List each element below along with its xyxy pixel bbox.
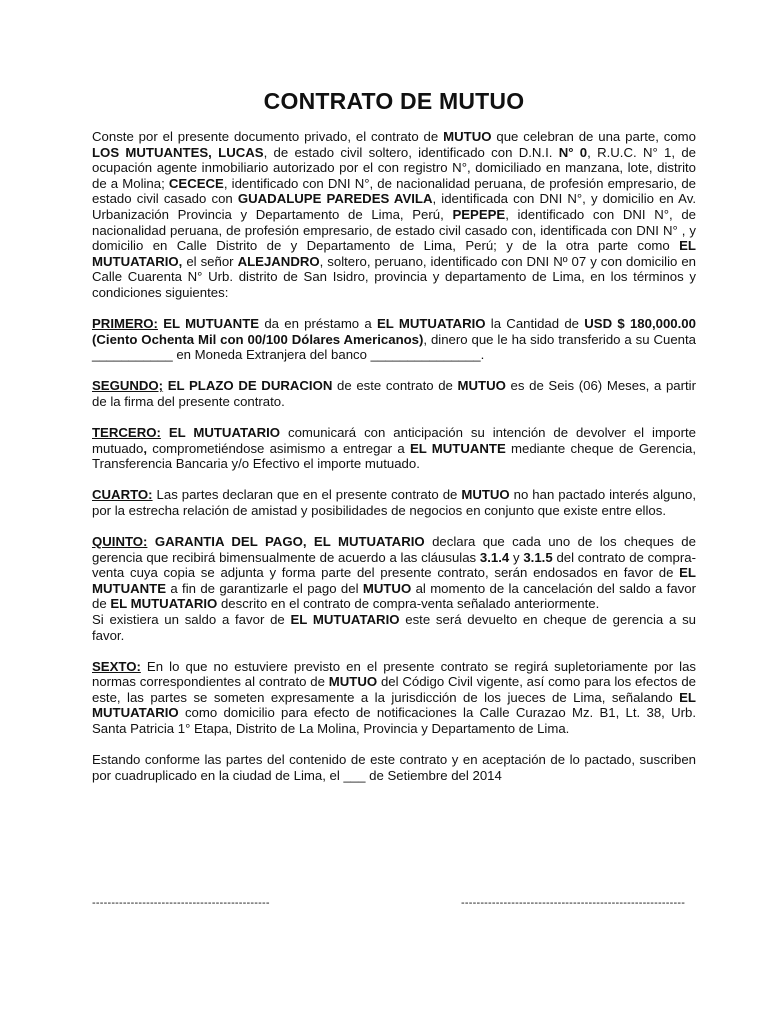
bold-text: MUTUO — [328, 674, 378, 690]
bold-text: LOS MUTUANTES, LUCAS — [92, 144, 264, 160]
text-run: , identificado con DNI N°, de nacionalidad peruana, de profesión empresario, de estado civil casado con, identificada con DNI N° , y domicilio en Calle Distrito de y Departamento de Lima, Perú; y de la otra parte como — [92, 206, 697, 254]
text-run: da en préstamo a — [259, 316, 377, 332]
text-run: , identificada con DNI N°, y domicilio en Av. Urbanización Provincia y Departamento de Lima, Perú, — [92, 191, 696, 222]
clause-tercero — [92, 425, 696, 472]
clause-heading: QUINTO: — [92, 533, 148, 549]
text-run: no han pactado interés alguno, por la estrecha relación de amistad y posibilidades de negocios en conjunto que existe entre ellos. — [92, 487, 696, 518]
text-run: y — [509, 549, 524, 565]
clause-segundo — [92, 378, 696, 409]
text-run: En lo que no estuviere previsto en el presente contrato se regirá supletoriamente por las normas correspondientes al contrato de — [92, 658, 696, 690]
text-run: , identificado con DNI N°, de nacionalidad peruana, de profesión empresario, de estado civil casado con — [92, 175, 697, 207]
text-run: de este contrato de — [332, 378, 458, 394]
clause-heading: CUARTO: — [92, 487, 153, 503]
clause-primero — [92, 316, 696, 363]
text-run: la Cantidad de — [485, 316, 585, 332]
bold-text: MUTUO — [457, 378, 506, 394]
bold-text: CECECE — [168, 175, 224, 191]
bold-text: PEPEPE — [452, 206, 506, 222]
text-run — [161, 425, 169, 440]
bold-text: 3.1.4 — [479, 549, 510, 565]
text-run: Conste por el presente documento privado, el contrato de — [92, 129, 444, 144]
text-run: este será devuelto en cheque de gerencia a su favor. — [92, 611, 696, 643]
text-run: comprometiéndose asimismo a entregar a — [147, 440, 410, 456]
text-run: como domicilio para efecto de notificaciones la Calle Curazao Mz. B1, Lt. 38, Urb. Santa Patricia 1° Etapa, Distrito de La Molina, Provincia y Departamento de Lima. — [92, 705, 696, 736]
text-run: Las partes declaran que en el presente contrato de — [152, 487, 462, 503]
clause-cuarto — [92, 487, 696, 518]
text-run: , dinero que le ha sido transferido a su Cuenta ___________ en Moneda Extranjera del banco _______________. — [92, 331, 696, 363]
clause-quinto-extra — [92, 612, 696, 643]
text-run: a fin de garantizarle el pago del — [166, 580, 363, 596]
bold-text: ALEJANDRO — [237, 253, 320, 269]
clause-heading: SEXTO: — [92, 658, 141, 674]
text-run: del contrato de compra-venta cuya copia se adjunta y forma parte del presente contrato, serán endosados en favor de — [92, 549, 696, 581]
text-run: , de estado civil soltero, identificado con D.N.I. — [263, 144, 559, 160]
bold-text: EL MUTUANTE — [92, 565, 696, 596]
signature-line-right: ---------------------------------------------------------- — [461, 897, 686, 909]
text-run — [147, 534, 154, 549]
text-run: del Código Civil vigente, así como para los efectos de este, las partes se someten expresamente a la jurisdicción de los jueces de Lima, señalando — [92, 674, 697, 705]
bold-text: EL MUTUATARIO — [376, 316, 486, 332]
bold-text: MUTUO — [443, 129, 492, 144]
text-run: al momento de la cancelación del saldo a favor de — [92, 580, 696, 612]
text-run: , R.U.C. N° 1, de ocupación agente inmobiliario autorizado por el con registro N°, domiciliado en manzana, lote, distrito de a Molina; — [92, 144, 696, 191]
text-run: es de Seis (06) Meses, a partir de la firma del presente contrato. — [92, 378, 697, 409]
document-title: CONTRATO DE MUTUO — [263, 88, 525, 114]
clause-quinto — [92, 534, 696, 612]
text-run: descrito en el contrato de compra-venta señalado anteriormente. — [217, 596, 600, 612]
intro-paragraph — [92, 129, 696, 301]
bold-text: EL MUTUATARIO, — [92, 238, 696, 269]
closing-paragraph — [92, 752, 696, 783]
bold-text: MUTUO — [362, 580, 412, 596]
bold-text: EL MUTUANTE — [409, 440, 506, 456]
clause-heading: SEGUNDO; — [92, 378, 164, 394]
text-run: que celebran de una parte, como — [491, 129, 697, 144]
signature-line-left: ---------------------------------------------- — [92, 897, 270, 909]
bold-text: EL MUTUATARIO — [92, 689, 696, 721]
text-run: declara que cada uno de los cheques de gerencia que recibirá bimensualmente de acuerdo a las cláusulas — [92, 533, 696, 565]
text-run: Estando conforme las partes del contenido de este contrato y en aceptación de lo pactado, suscriben por cuadruplicado en la ciudad de Lima, el ___ de Setiembre del 2014 — [92, 752, 696, 783]
bold-text: EL MUTUATARIO — [110, 596, 218, 612]
bold-text: GARANTIA DEL PAGO, EL MUTUATARIO — [154, 533, 425, 549]
text-run: Si existiera un saldo a favor de — [92, 611, 291, 627]
bold-text: GUADALUPE PAREDES AVILA — [237, 191, 433, 207]
text-run: el señor — [182, 253, 238, 269]
bold-text: 3.1.5 — [523, 549, 553, 565]
contract-document — [92, 88, 696, 799]
bold-text: EL MUTUATARIO — [290, 611, 400, 627]
text-run: mediante cheque de Gerencia, Transferencia Bancaria y/o Efectivo el importe mutuado. — [92, 440, 697, 472]
bold-text: N° 0 — [558, 144, 588, 160]
text-run: , soltero, peruano, identificado con DNI Nº 07 y con domicilio en Calle Cuarenta N° Urb. distrito de San Isidro, provincia y departamento de Lima, en los términos y condiciones siguientes: — [92, 253, 696, 300]
clause-heading: TERCERO: — [92, 425, 161, 440]
bold-text: MUTUO — [461, 487, 510, 503]
clause-heading: PRIMERO: — [92, 316, 158, 332]
bold-text: , — [143, 440, 147, 456]
bold-text: EL MUTUATARIO — [168, 425, 281, 440]
bold-text: USD $ 180,000.00 (Ciento Ochenta Mil con 00/100 Dólares Americanos) — [92, 316, 696, 347]
clause-sexto — [92, 659, 696, 737]
bold-text: EL PLAZO DE DURACION — [167, 378, 333, 394]
bold-text: EL MUTUANTE — [163, 316, 260, 332]
text-run: comunicará con anticipación su intención de devolver el importe mutuado — [92, 425, 696, 456]
